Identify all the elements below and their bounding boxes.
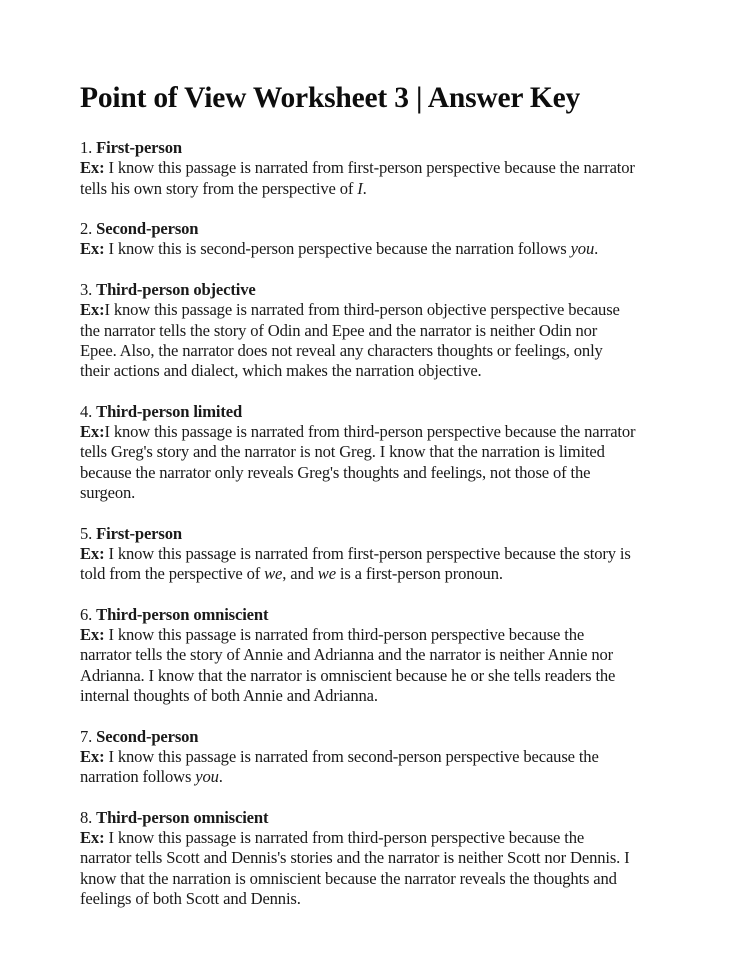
ex-label: Ex: bbox=[80, 300, 105, 320]
explanation-line: told from the perspective of we, and we is a first-person pronoun. bbox=[80, 564, 503, 584]
answer-heading bbox=[80, 727, 680, 747]
answer-heading bbox=[80, 605, 680, 625]
answer-number: 7. bbox=[80, 726, 97, 746]
answer-number: 1. bbox=[80, 138, 97, 157]
explanation-line: Ex: I know this passage is narrated from third-person perspective because the bbox=[80, 625, 585, 645]
explanation-line: Epee. Also, the narrator does not reveal any characters thoughts or feelings, only bbox=[80, 340, 603, 360]
answer-heading bbox=[80, 808, 680, 828]
answer-heading bbox=[80, 138, 680, 158]
ex-label: Ex: bbox=[80, 625, 109, 645]
explanation-line: surgeon. bbox=[80, 483, 136, 503]
explanation-line: Ex:I know this passage is narrated from third-person objective perspective because bbox=[80, 300, 620, 320]
answer-heading bbox=[80, 402, 680, 422]
answer-item-3 bbox=[80, 280, 680, 381]
ex-label: Ex: bbox=[80, 543, 109, 563]
answer-number: 8. bbox=[80, 807, 97, 827]
answer-heading bbox=[80, 524, 680, 544]
italic-term: I bbox=[357, 178, 363, 198]
explanation-line: their actions and dialect, which makes the narration objective. bbox=[80, 361, 482, 381]
explanation-line: Ex: I know this passage is narrated from third-person perspective because the bbox=[80, 828, 585, 848]
answer-label: Third-person omniscient bbox=[96, 604, 269, 624]
answer-item-6 bbox=[80, 605, 680, 706]
explanation-line: narration follows you. bbox=[80, 767, 223, 787]
answer-item-8 bbox=[80, 808, 680, 909]
explanation-line: know that the narration is omniscient because the narrator reveals the thoughts and bbox=[80, 868, 617, 888]
italic-term: you bbox=[570, 239, 595, 259]
italic-term: we bbox=[317, 564, 336, 584]
explanation-line: narrator tells Scott and Dennis's stories and the narrator is neither Scott nor Dennis. I bbox=[80, 848, 630, 868]
answer-list bbox=[80, 138, 680, 909]
ex-label: Ex: bbox=[80, 422, 105, 442]
explanation-line: tells Greg's story and the narrator is not Greg. I know that the narration is limited bbox=[80, 442, 605, 462]
answer-item-7 bbox=[80, 727, 680, 788]
explanation-line: Adrianna. I know that the narrator is omniscient because he or she tells readers the bbox=[80, 665, 616, 685]
answer-heading bbox=[80, 280, 680, 300]
ex-label: Ex: bbox=[80, 239, 109, 259]
italic-term: you bbox=[195, 767, 219, 787]
answer-label: First-person bbox=[96, 138, 182, 157]
answer-label: Second-person bbox=[96, 219, 199, 239]
answer-label: Second-person bbox=[96, 726, 199, 746]
answer-item-1 bbox=[80, 138, 680, 199]
answer-label: Third-person limited bbox=[96, 401, 243, 421]
explanation-line: the narrator tells the story of Odin and Epee and the narrator is neither Odin nor bbox=[80, 320, 598, 340]
answer-number: 6. bbox=[80, 604, 97, 624]
answer-item-2 bbox=[80, 219, 680, 260]
explanation-line: Ex: I know this is second-person perspective because the narration follows you. bbox=[80, 239, 599, 259]
page-title: Point of View Worksheet 3 | Answer Key bbox=[80, 82, 581, 114]
explanation-line: narrator tells the story of Annie and Adrianna and the narrator is neither Annie nor bbox=[80, 645, 613, 665]
explanation-line: Ex: I know this passage is narrated from first-person perspective because the story is bbox=[80, 543, 631, 563]
explanation-line: feelings of both Scott and Dennis. bbox=[80, 888, 301, 908]
explanation-line: internal thoughts of both Annie and Adrianna. bbox=[80, 686, 378, 706]
answer-label: First-person bbox=[96, 523, 182, 543]
ex-label: Ex: bbox=[80, 828, 109, 848]
answer-label: Third-person omniscient bbox=[96, 807, 269, 827]
explanation-line: because the narrator only reveals Greg's thoughts and feelings, not those of the bbox=[80, 462, 591, 482]
answer-item-5 bbox=[80, 524, 680, 585]
answer-label: Third-person objective bbox=[96, 280, 256, 300]
ex-label: Ex: bbox=[80, 158, 109, 178]
explanation-line: Ex: I know this passage is narrated from first-person perspective because the narrator bbox=[80, 158, 635, 178]
answer-number: 4. bbox=[80, 401, 97, 421]
explanation-line: Ex:I know this passage is narrated from third-person perspective because the narrator bbox=[80, 422, 636, 442]
answer-number: 5. bbox=[80, 523, 97, 543]
ex-label: Ex: bbox=[80, 746, 109, 766]
italic-term: we bbox=[264, 564, 283, 584]
answer-number: 2. bbox=[80, 219, 97, 239]
answer-item-4 bbox=[80, 402, 680, 503]
explanation-line: Ex: I know this passage is narrated from second-person perspective because the bbox=[80, 746, 599, 766]
answer-heading bbox=[80, 219, 680, 239]
answer-key-page bbox=[80, 78, 680, 930]
answer-number: 3. bbox=[80, 280, 97, 300]
explanation-line: tells his own story from the perspective of I. bbox=[80, 178, 367, 198]
